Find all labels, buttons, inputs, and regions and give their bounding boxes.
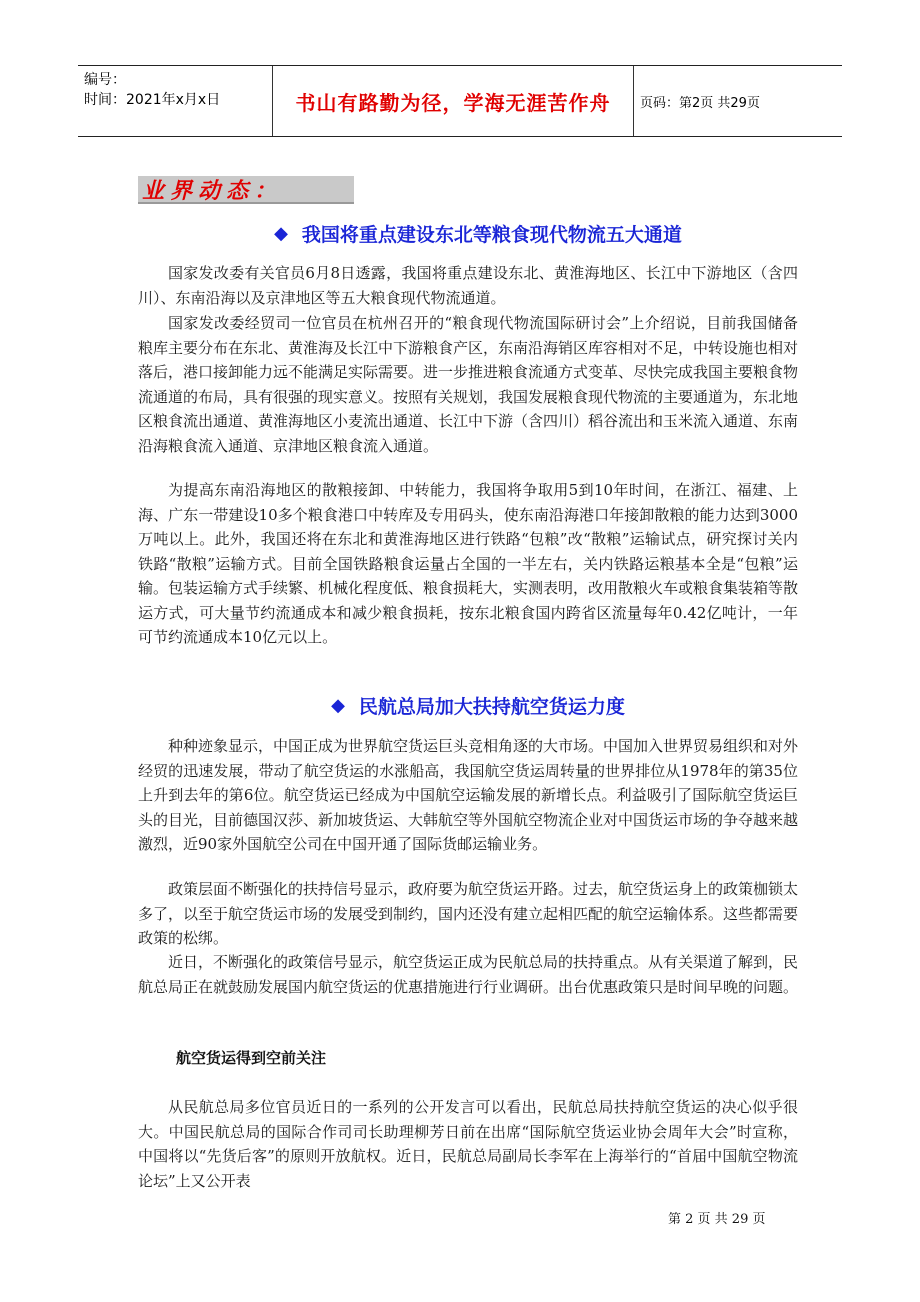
article1-paragraph: 国家发改委有关官员6月8日透露，我国将重点建设东北、黄淮海地区、长江中下游地区（含四川）、东南沿海以及京津地区等五大粮食现代物流通道。 bbox=[138, 264, 798, 307]
article2-paragraph: 种种迹象显示，中国正成为世界航空货运巨头竞相角逐的大市场。中国加入世界贸易组织和对外经贸的迅速发展，带动了航空货运的水涨船高，我国航空货运周转量的世界排位从1978年的第35位上升到去年的第6位。航空货运已经成为中国航空运输发展的新增长点。利益吸引了国际航空货运巨头的目光，目前德国汉莎、新加坡货运、大韩航空等外国航空物流企业对中国货运市场的争夺越来越激烈，近90家外国航空公司在中国开通了国际货邮运输业务。 bbox=[138, 737, 799, 853]
header-time-label: 时间：2021年x月x日 bbox=[84, 92, 221, 108]
header-page-info: 页码：第2页 共29页 bbox=[640, 95, 760, 111]
article2-title-text: 民航总局加大扶持航空货运力度 bbox=[358, 696, 625, 718]
article1-title bbox=[138, 220, 818, 247]
page-header bbox=[78, 65, 842, 137]
diamond-bullet-icon: ◆ bbox=[274, 223, 288, 244]
header-number-label: 编号： bbox=[84, 72, 126, 88]
diamond-bullet-icon: ◆ bbox=[331, 695, 345, 716]
article2-paragraph: 政策层面不断强化的扶持信号显示，政府要为航空货运开路。过去，航空货运身上的政策枷锁太多了，以至于航空货运市场的发展受到制约，国内还没有建立起相匹配的航空运输体系。这些都需要政策的松绑。 bbox=[138, 880, 799, 947]
article1-paragraph: 国家发改委经贸司一位官员在杭州召开的“粮食现代物流国际研讨会”上介绍说，目前我国储备粮库主要分布在东北、黄淮海及长江中下游粮食产区，东南沿海销区库容相对不足，中转设施也相对落后，港口接卸能力远不能满足实际需要。进一步推进粮食流通方式变革、尽快完成我国主要粮食物流通道的布局，具有很强的现实意义。按照有关规划，我国发展粮食现代物流的主要通道为，东北地区粮食流出通道、黄淮海地区小麦流出通道、长江中下游（含四川）稻谷流出和玉米流入通道、东南沿海粮食流入通道、京津地区粮食流入通道。 bbox=[138, 314, 799, 455]
header-meta bbox=[84, 70, 272, 132]
page-footer: 第 2 页 共 29 页 bbox=[668, 1212, 766, 1227]
article2-title bbox=[138, 692, 818, 719]
header-motto: 书山有路勤为径，学海无涯苦作舟 bbox=[295, 90, 611, 115]
section-banner: 业界动态： bbox=[138, 176, 354, 204]
article1-title-text: 我国将重点建设东北等粮食现代物流五大通道 bbox=[301, 224, 682, 246]
article1-paragraph: 为提高东南沿海地区的散粮接卸、中转能力，我国将争取用5到10年时间，在浙江、福建、上海、广东一带建设10多个粮食港口中转库及专用码头，使东南沿海港口年接卸散粮的能力达到3000万吨以上。此外，我国还将在东北和黄淮海地区进行铁路“包粮”改“散粮”运输试点，研究探讨关内铁路“散粮”运输方式。目前全国铁路粮食运量占全国的一半左右，关内铁路运粮基本全是“包粮”运输。包装运输方式手续繁、机械化程度低、粮食损耗大，实测表明，改用散粮火车或粮食集装箱等散运方式，可大量节约流通成本和减少粮食损耗，按东北粮食国内跨省区流量每年0.42亿吨计，一年可节约流通成本10亿元以上。 bbox=[138, 481, 799, 646]
article2-paragraph: 从民航总局多位官员近日的一系列的公开发言可以看出，民航总局扶持航空货运的决心似乎很大。中国民航总局的国际合作司司长助理柳芳日前在出席“国际航空货运业协会周年大会”时宣称，中国将以“先货后客”的原则开放航权。近日，民航总局副局长李军在上海举行的“首届中国航空物流论坛”上又公开表 bbox=[138, 1098, 798, 1190]
article2-subhead: 航空货运得到空前关注 bbox=[176, 1049, 327, 1067]
article2-paragraph: 近日，不断强化的政策信号显示，航空货运正成为民航总局的扶持重点。从有关渠道了解到，民航总局正在就鼓励发展国内航空货运的优惠措施进行行业调研。出台优惠政策只是时间早晚的问题。 bbox=[138, 953, 799, 996]
